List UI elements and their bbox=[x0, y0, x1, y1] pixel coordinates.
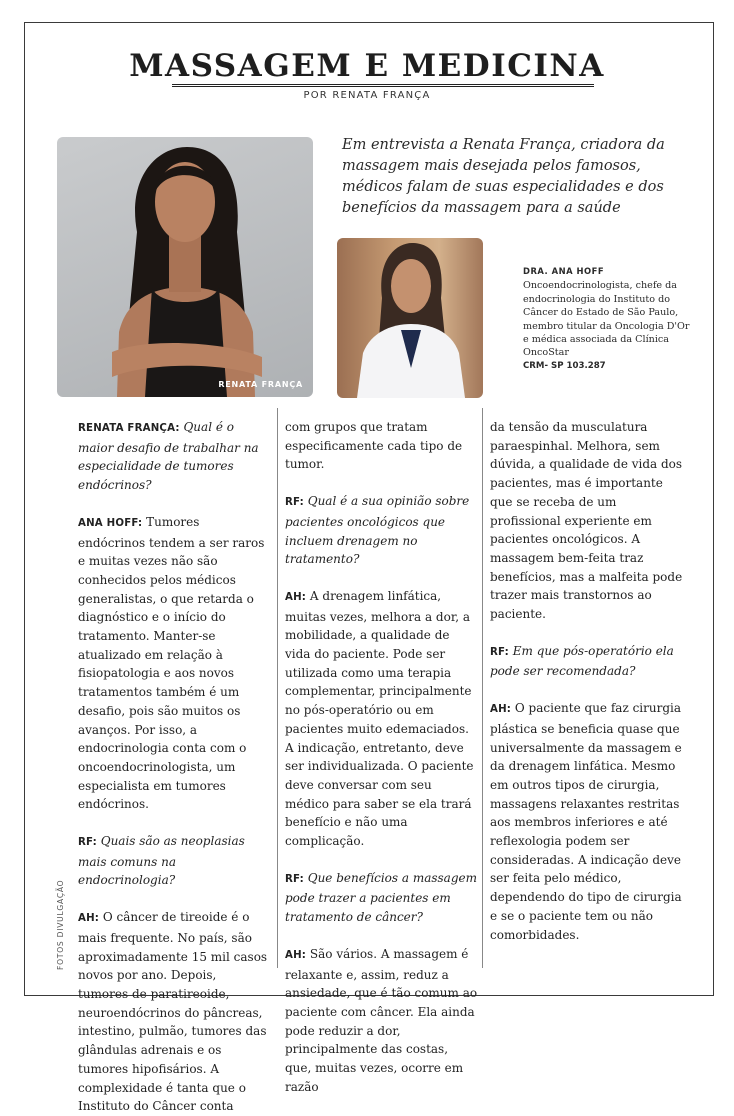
column-divider bbox=[277, 408, 278, 968]
answer-text: São vários. A massagem é relaxante e, assim, reduz a ansiedade, que é tão comum ao paciente com câncer. Ela ainda pode reduzir a dor, principalmente das costas, que, muitas vezes, ocorre em razão bbox=[285, 946, 478, 1094]
doctor-bio bbox=[523, 265, 693, 373]
speaker-label: AH: bbox=[285, 949, 307, 961]
title-rule bbox=[172, 84, 594, 85]
article-byline: POR RENATA FRANÇA bbox=[303, 90, 431, 101]
question-1 bbox=[78, 418, 270, 495]
answer-text: Tumores endócrinos tendem a ser raros e muitas vezes não são conhecidos pelos médicos generalistas, o que retarda o diagnóstico e o início do tratamento. Manter-se atualizado em relação à fisiopatologia e aos novos tratamentos também é um desafio, pois são muitos os avanços. Por isso, a endocrinologia conta com o oncoendocrinologista, um especialista em tumores endócrinos. bbox=[78, 514, 265, 812]
answer-1 bbox=[78, 513, 270, 814]
text-column-1 bbox=[78, 418, 270, 1116]
photo-credit: FOTOS DIVULGAÇÃO bbox=[56, 879, 65, 970]
photo-renata-franca bbox=[57, 137, 313, 397]
question-4 bbox=[285, 869, 478, 927]
article-title: MASSAGEM E MEDICINA bbox=[129, 48, 605, 84]
answer-2 bbox=[78, 908, 270, 1116]
article-intro: Em entrevista a Renata França, criadora da massagem mais desejada pelos famosos, médicos falam de suas especialidades e dos benefícios da massagem para a saúde bbox=[342, 137, 665, 216]
speaker-label: AH: bbox=[490, 704, 512, 716]
column-divider bbox=[482, 408, 483, 968]
speaker-label: RF: bbox=[285, 497, 304, 509]
photo-caption: RENATA FRANÇA bbox=[218, 380, 303, 389]
speaker-label: AH: bbox=[78, 913, 100, 925]
question-text: Quais são as neoplasias mais comuns na endocrinologia? bbox=[78, 834, 245, 888]
title-rule-secondary bbox=[172, 86, 594, 87]
answer-text: A drenagem linfática, muitas vezes, melhora a dor, a mobilidade, a qualidade de vida do paciente. Pode ser utilizada como uma terapia complementar, principalmente no pós-operatório ou em pacientes muito edemaciados. A indicação, entretanto, deve ser individualizada. O paciente deve conversar com seu médico para saber se ela trará benefício e não uma complicação. bbox=[285, 588, 474, 849]
answer-4 bbox=[285, 945, 478, 1097]
answer-text: O paciente que faz cirurgia plástica se beneficia quase que universalmente da massagem e da drenagem linfática. Mesmo em outros tipos de cirurgia, massagens relaxantes restritas aos membros inferiores e até reflexologia podem ser consideradas. A indicação deve ser feita pelo médico, dependendo do tipo de cirurgia e se o paciente tem ou não comorbidades. bbox=[490, 701, 682, 942]
speaker-label: RF: bbox=[490, 646, 509, 658]
doctor-description: Oncoendocrinologista, chefe da endocrinologia do Instituto do Câncer do Estado de São Paulo, membro titular da Oncologia D'Or e médica associada da Clínica OncoStar bbox=[523, 280, 690, 359]
speaker-label: AH: bbox=[285, 591, 307, 603]
question-text: Qual é a sua opinião sobre pacientes oncológicos que incluem drenagem no tratamento? bbox=[285, 494, 470, 567]
question-5 bbox=[490, 642, 688, 681]
answer-4-continued: da tensão da musculatura paraespinhal. Melhora, sem dúvida, a qualidade de vida dos pacientes, mas é importante que se receba de um profissional experiente em pacientes oncológicos. A massagem bem-feita traz benefícios, mas a malfeita pode trazer mais transtornos ao paciente. bbox=[490, 420, 683, 622]
text-column-2 bbox=[285, 418, 478, 1097]
photo-ana-hoff bbox=[337, 238, 483, 398]
answer-text: O câncer de tireoide é o mais frequente. No país, são aproximadamente 15 mil casos novos por ano. Depois, tumores de paratireoide, neuroendócrinos do pâncreas, intestino, pulmão, tumores das glândulas adrenais e os tumores hipofisários. A complexidade é tanta que o Instituto do Câncer conta bbox=[78, 910, 268, 1114]
answer-5 bbox=[490, 699, 688, 944]
doctor-crm: CRM- SP 103.287 bbox=[523, 360, 606, 371]
question-text: Qual é o maior desafio de trabalhar na especialidade de tumores endócrinos? bbox=[78, 420, 259, 493]
text-column-3 bbox=[490, 418, 688, 944]
speaker-label: RF: bbox=[285, 873, 304, 885]
answer-2-continued: com grupos que tratam especificamente cada tipo de tumor. bbox=[285, 420, 463, 472]
question-text: Que benefícios a massagem pode trazer a pacientes em tratamento de câncer? bbox=[285, 870, 478, 925]
question-text: Em que pós-operatório ela pode ser recomendada? bbox=[490, 643, 674, 679]
answer-3 bbox=[285, 587, 478, 851]
doctor-illustration bbox=[337, 238, 483, 398]
speaker-label: RENATA FRANÇA: bbox=[78, 423, 180, 434]
question-2 bbox=[78, 832, 270, 890]
doctor-name: DRA. ANA HOFF bbox=[523, 266, 605, 276]
speaker-label: ANA HOFF: bbox=[78, 517, 143, 529]
question-3 bbox=[285, 492, 478, 569]
speaker-label: RF: bbox=[78, 837, 97, 849]
portrait-illustration bbox=[57, 137, 313, 397]
